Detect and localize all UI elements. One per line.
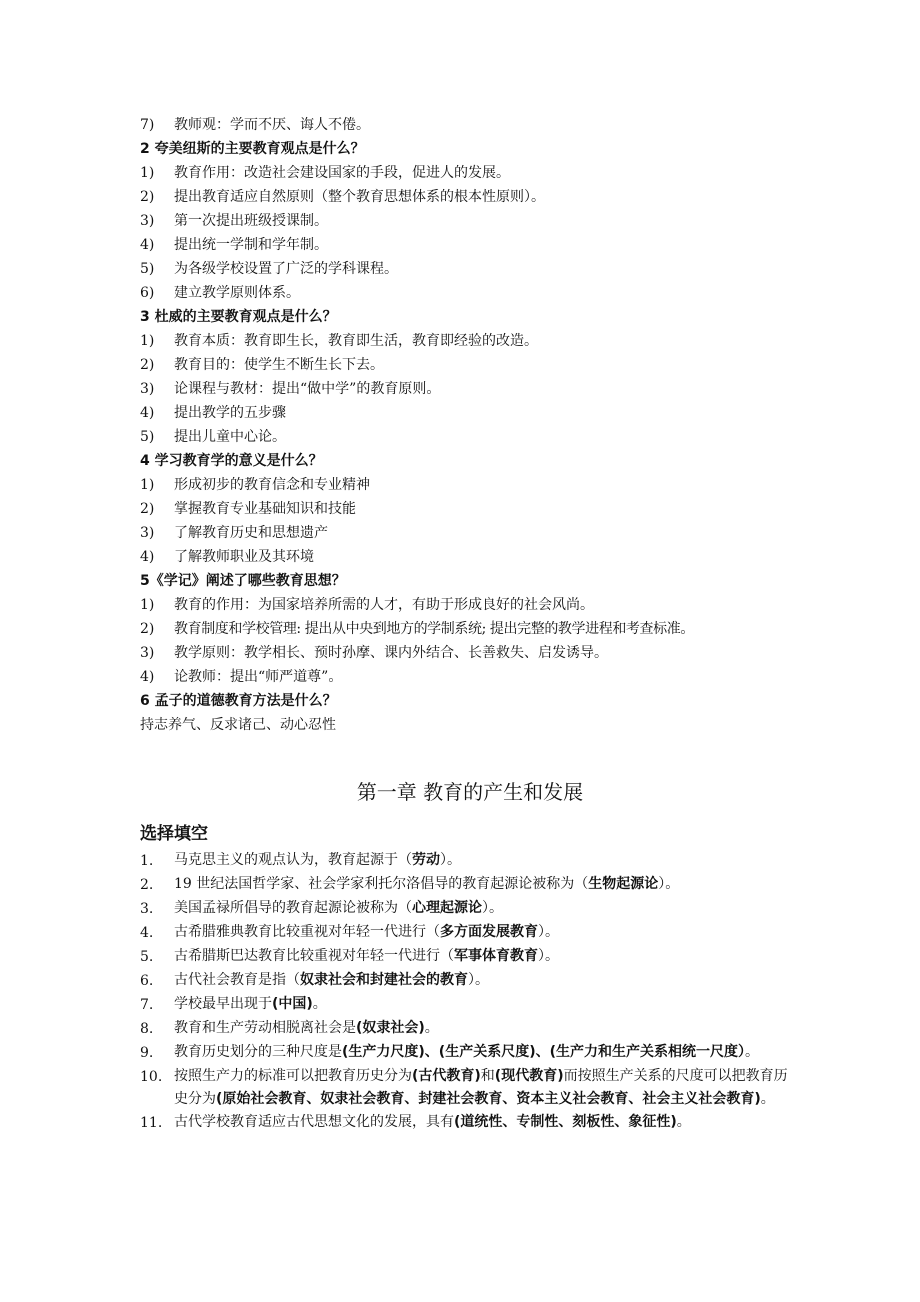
item-number: 1)	[140, 597, 155, 613]
item-text: 按照生产力的标准可以把教育历史分为	[174, 1068, 412, 1084]
item-text: 19 世纪法国哲学家、社会学家利托尔洛倡导的教育起源论被称为（	[174, 876, 589, 892]
item-text: 提出教育适应自然原则（整个教育思想体系的根本性原则）。	[174, 189, 545, 205]
fill-item	[140, 1111, 790, 1135]
item-answer: 奴隶社会和封建社会的教育	[300, 972, 468, 988]
item-number: 3)	[140, 525, 155, 541]
question-title: 4 学习教育学的意义是什么？	[140, 453, 323, 469]
chapter-title: 第一章 教育的产生和发展	[356, 780, 584, 804]
list-item	[140, 425, 790, 449]
item-number: 3)	[140, 645, 155, 661]
section-title: 选择填空	[140, 824, 208, 844]
item-answer: (古代教育)	[412, 1068, 481, 1084]
fill-item	[140, 1017, 790, 1041]
fill-item	[140, 1041, 790, 1065]
item-text: 教学原则：教学相长、预时孙摩、课内外结合、长善救失、启发诱导。	[174, 645, 608, 661]
item-text: 教育本质：教育即生长，教育即生活，教育即经验的改造。	[174, 333, 538, 349]
item-text: 为各级学校设置了广泛的学科课程。	[174, 261, 398, 277]
item-number: 1)	[140, 165, 155, 181]
fill-item	[140, 849, 790, 873]
fill-item	[140, 1065, 790, 1111]
item-text: 了解教师职业及其环境	[174, 549, 314, 565]
item-text: 学校最早出现于	[174, 996, 272, 1012]
list-item	[140, 185, 790, 209]
item-number: 8.	[140, 1021, 154, 1037]
item-text: 掌握教育专业基础知识和技能	[174, 501, 356, 517]
item-text: 教育和生产劳动相脱离社会是	[174, 1020, 356, 1036]
fill-item	[140, 993, 790, 1017]
item-text: 第一次提出班级授课制。	[174, 213, 328, 229]
item-number: 5.	[140, 949, 154, 965]
item-number: 11.	[140, 1115, 163, 1131]
item-text-end: ）。	[538, 948, 559, 964]
item-text-end: 。	[312, 996, 327, 1012]
item-answer: 劳动	[412, 852, 440, 868]
list-item	[140, 665, 790, 689]
list-item	[140, 257, 790, 281]
item-text-end: 。	[745, 1044, 759, 1060]
item-number: 2)	[140, 501, 155, 517]
item-number: 4)	[140, 237, 155, 253]
item-number: 3.	[140, 901, 154, 917]
question-title: 6 孟子的道德教育方法是什么？	[140, 693, 337, 709]
list-item	[140, 209, 790, 233]
item-text: 教育制度和学校管理: 提出从中央到地方的学制系统; 提出完整的教学进程和考查标准。	[174, 621, 694, 637]
item-number: 2)	[140, 189, 155, 205]
item-number: 10.	[140, 1069, 163, 1085]
item-number: 7)	[140, 117, 155, 133]
item-text-end: ）。	[440, 852, 461, 868]
question-title: 2 夸美纽斯的主要教育观点是什么？	[140, 141, 365, 157]
item-number: 6)	[140, 285, 155, 301]
list-item	[140, 545, 790, 569]
item-text: 提出儿童中心论。	[174, 429, 286, 445]
item-answer-3: (原始社会教育、奴隶社会教育、封建社会教育、资本主义社会教育、社会主义社会教育)	[216, 1091, 761, 1107]
item-number: 6.	[140, 973, 154, 989]
item-number: 2.	[140, 877, 154, 893]
item-text-end: ）。	[538, 924, 559, 940]
item-number: 3)	[140, 381, 155, 397]
item-answer: (奴隶社会)	[356, 1020, 425, 1036]
fill-item	[140, 969, 790, 993]
item-text: 论课程与教材：提出“做中学”的教育原则。	[174, 381, 441, 397]
item-text-mid-2: 而按照生产关系的尺度可以把教育历史分为	[174, 1068, 788, 1107]
list-item	[140, 617, 790, 641]
item-text: 论教师：提出“师严道尊”。	[174, 669, 343, 685]
item-text: 美国孟禄所倡导的教育起源论被称为（	[174, 900, 412, 916]
item-text: 教育作用：改造社会建设国家的手段，促进人的发展。	[174, 165, 510, 181]
list-item	[140, 281, 790, 305]
item-text: 教育的作用：为国家培养所需的人才，有助于形成良好的社会风尚。	[174, 597, 594, 613]
list-item	[140, 233, 790, 257]
fill-item	[140, 873, 790, 897]
fill-item	[140, 897, 790, 921]
item-text: 形成初步的教育信念和专业精神	[174, 477, 370, 493]
item-text-end: 。	[424, 1020, 439, 1036]
fill-item	[140, 945, 790, 969]
item-text: 古希腊斯巴达教育比较重视对年轻一代进行（	[174, 948, 454, 964]
item-text: 教育历史划分的三种尺度是	[174, 1044, 342, 1060]
item-number: 1)	[140, 477, 155, 493]
item-number: 4)	[140, 669, 155, 685]
fill-item	[140, 921, 790, 945]
list-item	[140, 161, 790, 185]
item-number: 4)	[140, 405, 155, 421]
item-text-mid: 和	[480, 1068, 495, 1084]
list-item	[140, 497, 790, 521]
item-answer: (道统性、专制性、刻板性、象征性)	[454, 1114, 677, 1130]
item-text-end: 。	[676, 1114, 691, 1130]
item-number: 7.	[140, 997, 154, 1013]
item-text: 教育目的：使学生不断生长下去。	[174, 357, 384, 373]
item-text: 古希腊雅典教育比较重视对年轻一代进行（	[174, 924, 440, 940]
question-title: 5《学记》阐述了哪些教育思想？	[140, 573, 346, 589]
list-item	[140, 641, 790, 665]
item-text: 教师观：学而不厌、诲人不倦。	[174, 117, 370, 133]
answer-text: 持志养气、反求诸己、动心忍性	[140, 717, 336, 733]
item-answer: 生物起源论	[588, 876, 659, 892]
list-item	[140, 353, 790, 377]
list-item	[140, 401, 790, 425]
list-item	[140, 521, 790, 545]
list-item	[140, 377, 790, 401]
item-number: 3)	[140, 213, 155, 229]
item-answer-2: (现代教育)	[494, 1068, 564, 1084]
document-content	[140, 113, 790, 1135]
item-text: 提出教学的五步骤	[174, 405, 286, 421]
item-number: 1)	[140, 333, 155, 349]
question-title: 3 杜威的主要教育观点是什么？	[140, 309, 337, 325]
item-text-end: 。	[760, 1091, 775, 1107]
list-item	[140, 593, 790, 617]
item-text: 古代社会教育是指（	[174, 972, 300, 988]
item-number: 5)	[140, 261, 155, 277]
item-text-end: ）。	[482, 900, 503, 916]
item-text: 马克思主义的观点认为，教育起源于（	[174, 852, 412, 868]
list-item	[140, 329, 790, 353]
item-answer: (生产力尺度)、(生产关系尺度)、(生产力和生产关系相统一尺度）	[342, 1044, 745, 1060]
item-answer: 军事体育教育	[454, 948, 538, 964]
item-answer: 心理起源论	[412, 900, 482, 916]
item-number: 4.	[140, 925, 154, 941]
item-text: 了解教育历史和思想遗产	[174, 525, 328, 541]
list-item	[140, 113, 790, 137]
list-item	[140, 473, 790, 497]
item-text-end: ）。	[468, 972, 489, 988]
item-text-end: ）。	[658, 876, 680, 892]
item-number: 2)	[140, 621, 155, 637]
item-text: 古代学校教育适应古代思想文化的发展，具有	[174, 1114, 454, 1130]
item-text: 提出统一学制和学年制。	[174, 237, 328, 253]
item-number: 9.	[140, 1045, 154, 1061]
item-number: 4)	[140, 549, 155, 565]
item-text: 建立教学原则体系。	[174, 285, 300, 301]
item-number: 2)	[140, 357, 155, 373]
item-number: 1.	[140, 853, 154, 869]
item-number: 5)	[140, 429, 155, 445]
item-answer: 多方面发展教育	[440, 924, 538, 940]
item-answer: (中国)	[272, 996, 313, 1012]
